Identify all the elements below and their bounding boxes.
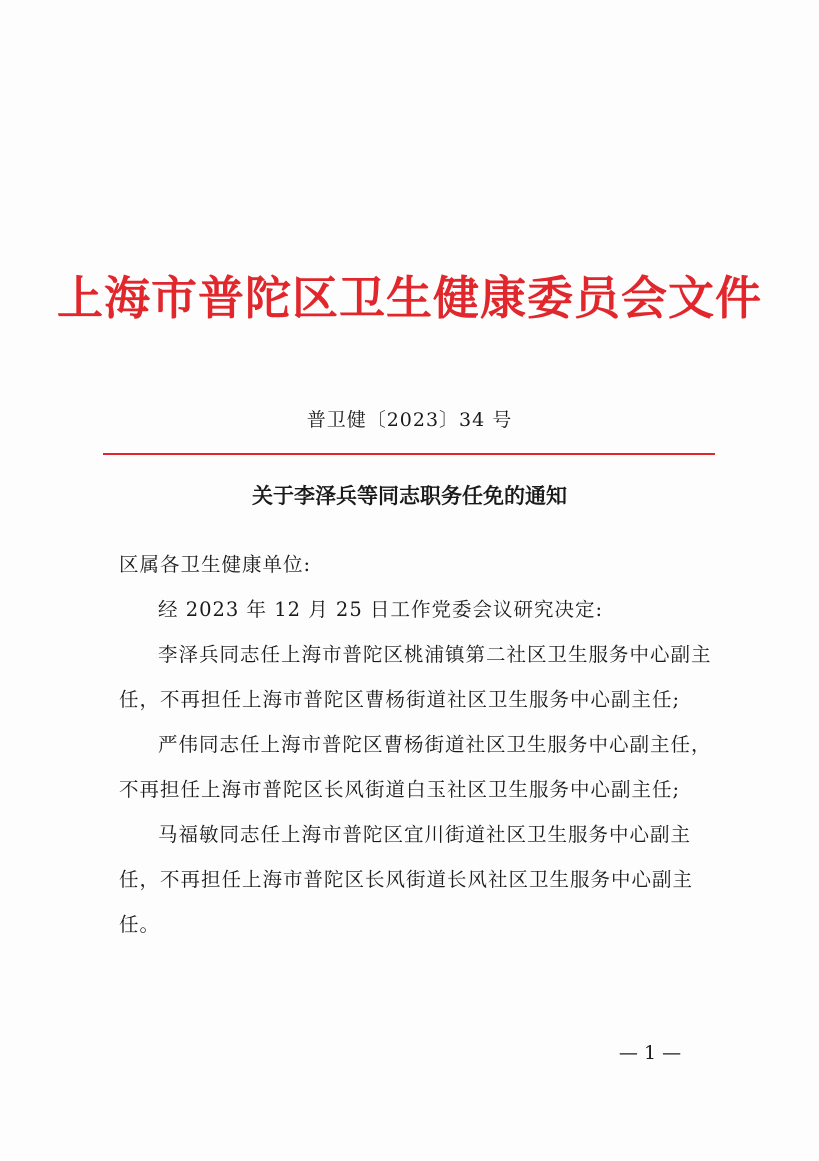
body-paragraph: 李泽兵同志任上海市普陀区桃浦镇第二社区卫生服务中心副主任，不再担任上海市普陀区曹杨街道社区卫生服务中心副主任;	[119, 643, 712, 711]
body-paragraph: 严伟同志任上海市普陀区曹杨街道社区卫生服务中心副主任，不再担任上海市普陀区长风街道白玉社区卫生服务中心副主任;	[119, 733, 712, 801]
notice-title: 关于李泽兵等同志职务任免的通知	[252, 483, 567, 508]
document-number: 普卫健〔2023〕34 号	[306, 409, 513, 431]
issuer-title: 上海市普陀区卫生健康委员会文件	[57, 271, 762, 325]
salutation: 区属各卫生健康单位:	[119, 553, 312, 576]
notice-body	[119, 542, 719, 947]
red-divider	[103, 453, 715, 455]
body-paragraph: 经 2023 年 12 月 25 日工作党委会议研究决定:	[158, 598, 604, 621]
body-paragraph: 马福敏同志任上海市普陀区宜川街道社区卫生服务中心副主任，不再担任上海市普陀区长风街道长风社区卫生服务中心副主任。	[119, 823, 694, 936]
page-number: — 1 —	[618, 1042, 682, 1064]
